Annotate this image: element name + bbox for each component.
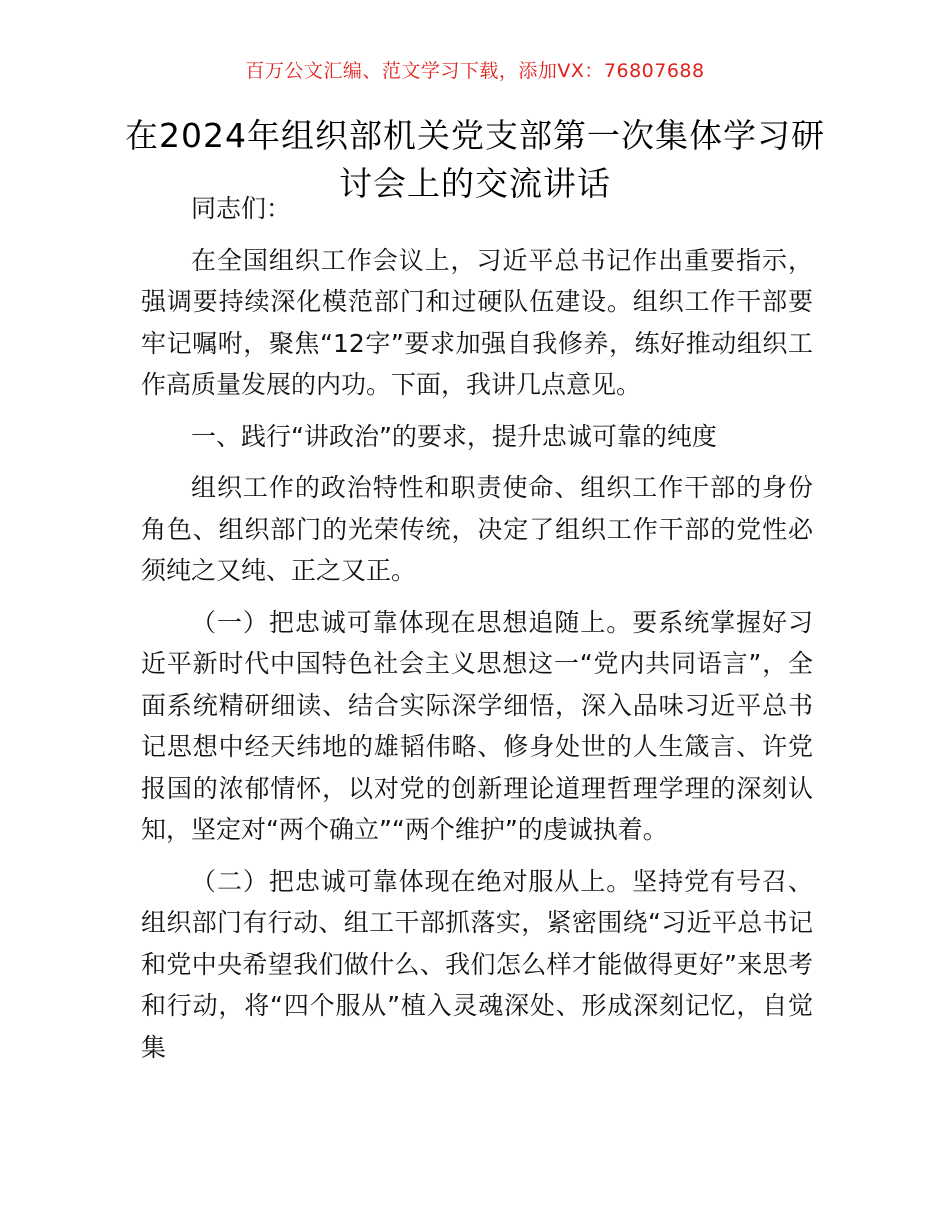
section-paragraph: 组织工作的政治特性和职责使命、组织工作干部的身份角色、组织部门的光荣传统，决定了组织工作干部的党性必须纯之又纯、正之又正。 (141, 473, 813, 585)
title-line-2: 讨会上的交流讲话 (339, 164, 611, 203)
subsection-paragraph-1: （一）把忠诚可靠体现在思想追随上。要系统掌握好习近平新时代中国特色社会主义思想这一“党内共同语言”，全面系统精研细读、结合实际深学细悟，深入品味习近平总书记思想中经天纬地的雄韬伟略、修身处世的人生箴言、许党报国的浓郁情怀，以对党的创新理论道理哲理学理的深刻认知，坚定对“两个确立”“两个维护”的虔诚执着。 (141, 607, 813, 844)
intro-paragraph: 在全国组织工作会议上，习近平总书记作出重要指示，强调要持续深化模范部门和过硬队伍建设。组织工作干部要牢记嘱咐，聚焦“12字”要求加强自我修养，练好推动组织工作高质量发展的内功。下面，我讲几点意见。 (141, 245, 813, 399)
document-body (141, 188, 813, 1078)
header-banner: 百万公文汇编、范文学习下载，添加VX：76807688 (245, 60, 705, 82)
section-heading-1: 一、践行“讲政治”的要求，提升忠诚可靠的纯度 (191, 421, 717, 451)
title-line-1: 在2024年组织部机关党支部第一次集体学习研 (125, 116, 825, 155)
subsection-paragraph-2: （二）把忠诚可靠体现在绝对服从上。坚持党有号召、组织部门有行动、组工干部抓落实，紧密围绕“习近平总书记和党中央希望我们做什么、我们怎么样才能做得更好”来思考和行动，将“四个服从”植入灵魂深处、形成深刻记忆，自觉集 (141, 866, 813, 1062)
salutation: 同志们： (191, 194, 292, 223)
